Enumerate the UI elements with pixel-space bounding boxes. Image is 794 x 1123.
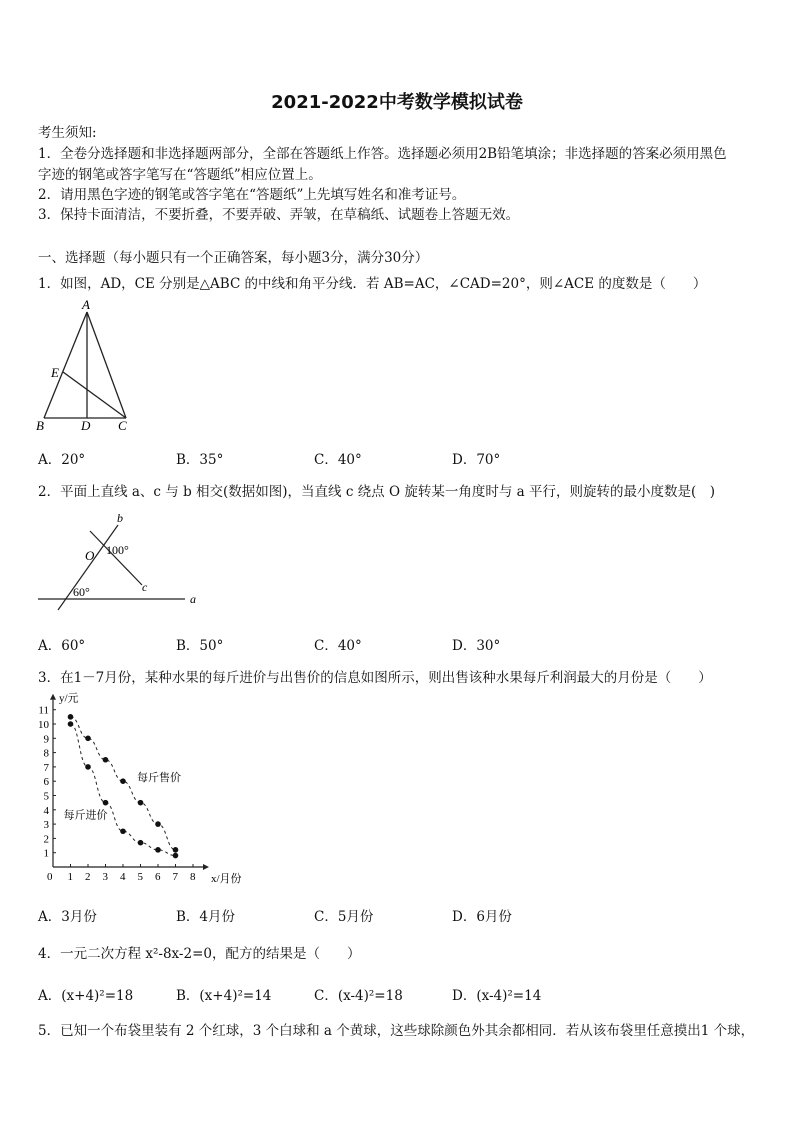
data-point: [138, 800, 144, 806]
q1-option-a: A．20°: [38, 452, 86, 468]
x-tick-label: 0: [47, 871, 53, 883]
y-tick-label: 3: [43, 819, 49, 832]
line-a-label: a: [190, 592, 196, 606]
x-tick-label: 4: [120, 871, 126, 883]
data-point: [173, 853, 179, 859]
y-tick-label: 10: [38, 719, 49, 731]
data-point: [85, 736, 91, 742]
vertex-a-label: A: [82, 297, 90, 312]
vertex-b-label: B: [36, 418, 44, 433]
q4-option-a: A．(x+4)²=18: [38, 988, 134, 1004]
q1-option-b: B．35°: [176, 452, 224, 468]
q1-option-d: D．70°: [452, 452, 501, 468]
q3-option-a: A．3月份: [38, 909, 97, 925]
data-point: [103, 757, 109, 763]
data-point: [120, 778, 126, 784]
x-tick-label: 7: [172, 871, 178, 883]
question-5-stem: 5．已知一个布袋里装有 2 个红球，3 个白球和 a 个黄球，这些球除颜色外其余都相同．若从该布袋里任意摸出1 个球，: [38, 1023, 755, 1039]
q3-option-b: B．4月份: [176, 909, 236, 925]
line-b-label: b: [117, 511, 123, 525]
y-tick-label: 8: [43, 747, 49, 760]
triangle-figure: [30, 295, 140, 435]
angle-100-label: 100°: [106, 543, 129, 557]
y-axis-arrow: [50, 694, 56, 700]
q4-option-b: B．(x+4)²=14: [176, 988, 272, 1004]
page-title: 2021-2022中考数学模拟试卷: [271, 92, 523, 113]
x-tick-label: 2: [85, 871, 91, 883]
y-tick-label: 11: [38, 704, 49, 717]
y-tick-label: 1: [43, 847, 49, 860]
q4-option-c: C．(x-4)²=18: [314, 988, 403, 1004]
q1-option-c: C．40°: [314, 452, 362, 468]
question-3-stem: 3．在1－7月份，某种水果的每斤进价与出售价的信息如图所示，则出售该种水果每斤利润最大的月份是（ ）: [38, 670, 712, 686]
legend-sell-price: 每斤售价: [137, 772, 181, 785]
q2-option-a: A．60°: [38, 638, 86, 654]
q2-option-d: D．30°: [452, 638, 501, 654]
x-tick-label: 6: [155, 871, 161, 883]
series-curve: [71, 724, 176, 856]
question-2-stem: 2．平面上直线 a、c 与 b 相交(数据如图)，当直线 c 绕点 O 旋转某一角度时与 a 平行，则旋转的最小度数是( ): [38, 484, 715, 500]
x-tick-label: 1: [67, 871, 73, 883]
q3-option-c: C．5月份: [314, 909, 374, 925]
y-tick-label: 4: [43, 804, 49, 817]
y-tick-label: 6: [43, 776, 49, 789]
q4-option-d: D．(x-4)²=14: [452, 988, 542, 1004]
line-c-label: c: [142, 580, 148, 594]
y-tick-label: 2: [43, 833, 49, 846]
q2-option-c: C．40°: [314, 638, 362, 654]
section-heading: 一、选择题（每小题只有一个正确答案，每小题3分，满分30分）: [38, 250, 429, 266]
lines-figure: [30, 505, 210, 615]
y-tick-label: 7: [43, 761, 49, 774]
x-tick-label: 8: [190, 871, 196, 883]
angle-60-label: 60°: [73, 585, 90, 599]
data-point: [155, 847, 161, 853]
data-point: [173, 847, 179, 853]
point-e-label: E: [51, 365, 59, 380]
data-point: [68, 714, 74, 720]
data-point: [103, 800, 109, 806]
price-chart: [30, 690, 250, 895]
y-tick-label: 5: [43, 790, 49, 803]
point-d-label: D: [81, 418, 91, 433]
data-point: [138, 840, 144, 846]
data-point: [155, 821, 161, 827]
x-axis-arrow: [203, 864, 209, 870]
question-1-stem: 1．如图，AD，CE 分别是△ABC 的中线和角平分线．若 AB=AC，∠CAD=20°，则∠ACE 的度数是（ ）: [38, 276, 707, 292]
notice-heading: 考生须知:: [38, 125, 97, 141]
point-o-label: O: [85, 548, 95, 563]
notice-line-1: 1．全卷分选择题和非选择题两部分，全部在答题纸上作答。选择题必须用2B铅笔填涂；非选择题的答案必须用黑色: [38, 146, 727, 162]
notice-line-4: 3．保持卡面清洁，不要折叠，不要弄破、弄皱，在草稿纸、试题卷上答题无效。: [38, 207, 520, 223]
q2-option-b: B．50°: [176, 638, 224, 654]
data-point: [120, 828, 126, 834]
notice-line-3: 2．请用黑色字迹的钢笔或答字笔在“答题纸”上先填写姓名和准考证号。: [38, 187, 466, 203]
x-axis-label: x/月份: [211, 873, 242, 885]
q3-option-d: D．6月份: [452, 909, 512, 925]
y-tick-label: 9: [43, 733, 49, 746]
legend-cost-price: 每斤进价: [63, 809, 108, 822]
y-axis-label: y/元: [59, 692, 79, 705]
data-point: [68, 721, 74, 727]
vertex-c-label: C: [118, 418, 127, 433]
notice-line-2: 字迹的钢笔或答字笔写在“答题纸”相应位置上。: [38, 167, 322, 183]
x-tick-label: 3: [102, 871, 108, 883]
data-point: [85, 764, 91, 770]
x-tick-label: 5: [137, 871, 143, 883]
question-4-stem: 4．一元二次方程 x²-8x-2=0，配方的结果是（ ）: [38, 946, 361, 962]
